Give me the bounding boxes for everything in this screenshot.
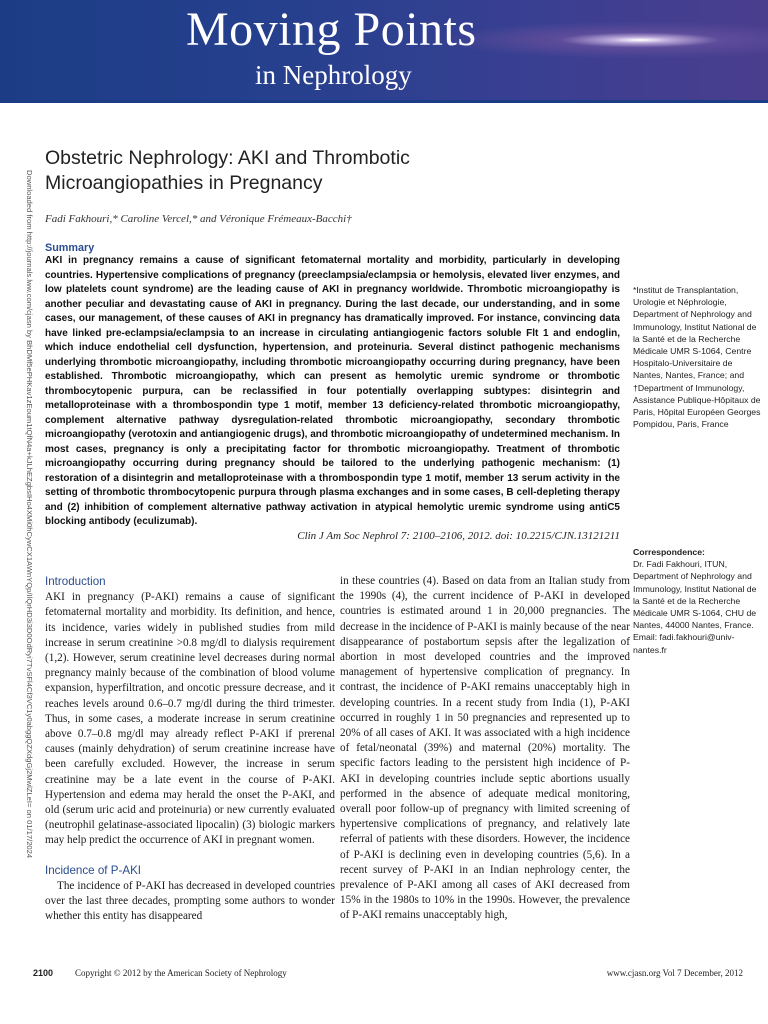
author-list: Fadi Fakhouri,* Caroline Vercel,* and Véronique Frémeaux-Bacchi† <box>45 213 352 225</box>
body-column-right <box>340 574 630 924</box>
body-column-left <box>45 574 335 924</box>
article-title: Obstetric Nephrology: AKI and Thrombotic Microangiopathies in Pregnancy <box>45 147 410 194</box>
journal-banner <box>0 0 768 100</box>
banner-title: Moving Points <box>186 3 477 56</box>
banner-rule <box>0 100 768 103</box>
introduction-paragraph: AKI in pregnancy (P-AKI) remains a cause of significant fetomaternal mortality and morbidity. Its definition, and hence, its incidence, varies widely in published studies from mild increase in serum creatinine >0.8 mg/dl to dialysis requirement (1,2). However, serum creatinine level decreases during normal pregnancy mainly because of the combination of blood volume expansion, hyperfiltration, and oncotic pressure decrease, and it reaches levels around 0.6–0.7 mg/dl during the third trimester. Thus, in some cases, a moderate increase in serum creatinine above 0.7–0.8 mg/dl may already reflect P-AKI if prerenal causes (mainly dehydration) of serum creatinine increase have been carefully excluded. However, the increase in serum creatinine may be a late event in the course of P-AKI. Hypertension and edema may herald the onset the P-AKI, and old (serum uric acid and proteinuria) or new currently evaluated (neutrophil gelatinase-associated lipocalin) (3) biologic markers may help predict the occurrence of AKI in pregnant women. <box>45 591 335 847</box>
correspondence-text: Dr. Fadi Fakhouri, ITUN, Department of Nephrology and Immunology, Institut National de la Santé et de la Recherche Médicale UMR S-1064, CHU de Nantes, 44000 Nantes, France. Email: fadi.fakhouri@univ-nantes.fr <box>633 559 757 655</box>
introduction-heading: Introduction <box>45 575 106 588</box>
download-watermark-text: Downloaded from http://journals.lww.com/cjasn by BhDMf5ePHKav1zEoum1tQfN4a+kJLhEZgbsIHo4XMi0hCywCX1AWnYQp/IlQrHD3i3D0OdRyi7TvSFl4Cf3VC1y0abggQZXdgGj2MwlZLeI= on 01/17/2024 <box>25 170 34 859</box>
banner-subtitle: in Nephrology <box>255 60 412 90</box>
incidence-paragraph: The incidence of P-AKI has decreased in developed countries over the last three decades, prompting some authors to wonder whether this entity has disappeared <box>45 879 335 923</box>
correspondence-block <box>633 546 761 656</box>
correspondence-heading: Correspondence: <box>633 547 705 557</box>
summary-heading: Summary <box>45 242 95 254</box>
summary-abstract: AKI in pregnancy remains a cause of significant fetomaternal mortality and morbidity, particularly in developing countries. Hypertensive complications of pregnancy (preeclampsia/eclampsia or hemolysis, elevated liver enzymes, and low platelets count syndrome) are the leading cause of AKI in pregnancy worldwide. Thrombotic microangiopathy is another peculiar and devastating cause of AKI in pregnancy. During the last decade, our understanding, and in some cases, our management, of these causes of AKI in pregnancy has dramatically improved. For instance, convincing data have linked pre-eclampsia/eclampsia to an increase in circulating antiangiogenic factors soluble Flt 1 and endoglin, which induce endothelial cell dysfunction, hypertension, and proteinuria. Several distinct pathogenic mechanisms underlying thrombotic microangiopathy, including thrombotic microangiopathy occurring during pregnancy, have been established. Thrombotic microangiopathy, which can present as hemolytic uremic syndrome or thrombotic thrombocytopenic purpura, can be reclassified in four potentially overlapping subtypes: disintegrin and metalloproteinase with a thrombospondin type 1 motif, member 13 deficiency-related thrombotic microangiopathy, complement alternative pathway dysregulation-related thrombotic microangiopathy, secondary thrombotic microangiopathy (verotoxin and antiangiogenic drugs), and thrombotic microangiopathy of undetermined mechanism. In most cases, pregnancy is only a precipitating factor for thrombotic microangiopathy. Treatment of thrombotic microangiopathy occurring during pregnancy should be tailored to the underlying pathogenic mechanism: (1) restoration of a disintegrin and metalloproteinase with a thrombospondin type 1 motif, member 13 serum activity in the setting of thrombotic thrombocytopenic purpura through plasma exchanges and in some cases, B cell-depleting therapy and (2) inhibition of complement alternative pathway activation in atypical hemolytic uremic syndrome using antiC5 blocking antibody (eculizumab). <box>45 255 620 527</box>
copyright-notice: Copyright © 2012 by the American Society of Nephrology <box>75 968 287 978</box>
citation-line: Clin J Am Soc Nephrol 7: 2100–2106, 2012. doi: 10.2215/CJN.13121211 <box>297 530 620 542</box>
incidence-paragraph-continued: in these countries (4). Based on data from an Italian study from the 1990s (4), the current incidence of P-AKI in developed countries is estimated around 1 in 20,000 pregnancies. The decrease in the incidence of P-AKI is mainly because of the near disappearance of postabortum sepsis after the legalization of abortion in most developed countries and the improved management of hypertensive complication of pregnancy. In contrast, the incidence of P-AKI remains unacceptably high in developing countries. In a recent study from India (1), P-AKI occurred in roughly 1 in 50 pregnancies and represented up to 20% of all cases of AKI. It was associated with a high incidence of fetal/neonatal (39%) and maternal (20%) mortality. The specific factors leading to the persistent high incidence of P-AKI in developing countries include septic abortions usually performed in the absence of adequate medical monitoring, overall poor follow-up of pregnancy with limited screening of hypertensive complications of pregnancy, and relatively late referral of patients with these disorders. However, the incidence of P-AKI is declining even in developing countries (5,6). In a recent survey of P-AKI in an Indian nephrology center, the prevalence of P-AKI among all cases of AKI decreased from 15% in the 1980s to 10% in the 1990s. However, the prevalence of P-AKI remains unacceptably high, <box>340 575 630 922</box>
journal-reference: www.cjasn.org Vol 7 December, 2012 <box>606 968 743 978</box>
incidence-heading: Incidence of P-AKI <box>45 863 142 877</box>
download-watermark <box>20 170 40 890</box>
page-number: 2100 <box>33 968 54 978</box>
affiliations: *Institut de Transplantation, Urologie et Néphrologie, Department of Nephrology and Immunology, Institut National de la Santé et de la Recherche Médicale UMR S-1064, Centre Hospitalo-Universitaire de Nantes, Nantes, France; and †Department of Immunology, Assistance Publique-Hôpitaux de Paris, Hôpital Européen Georges Pompidou, Paris, France <box>633 285 761 430</box>
